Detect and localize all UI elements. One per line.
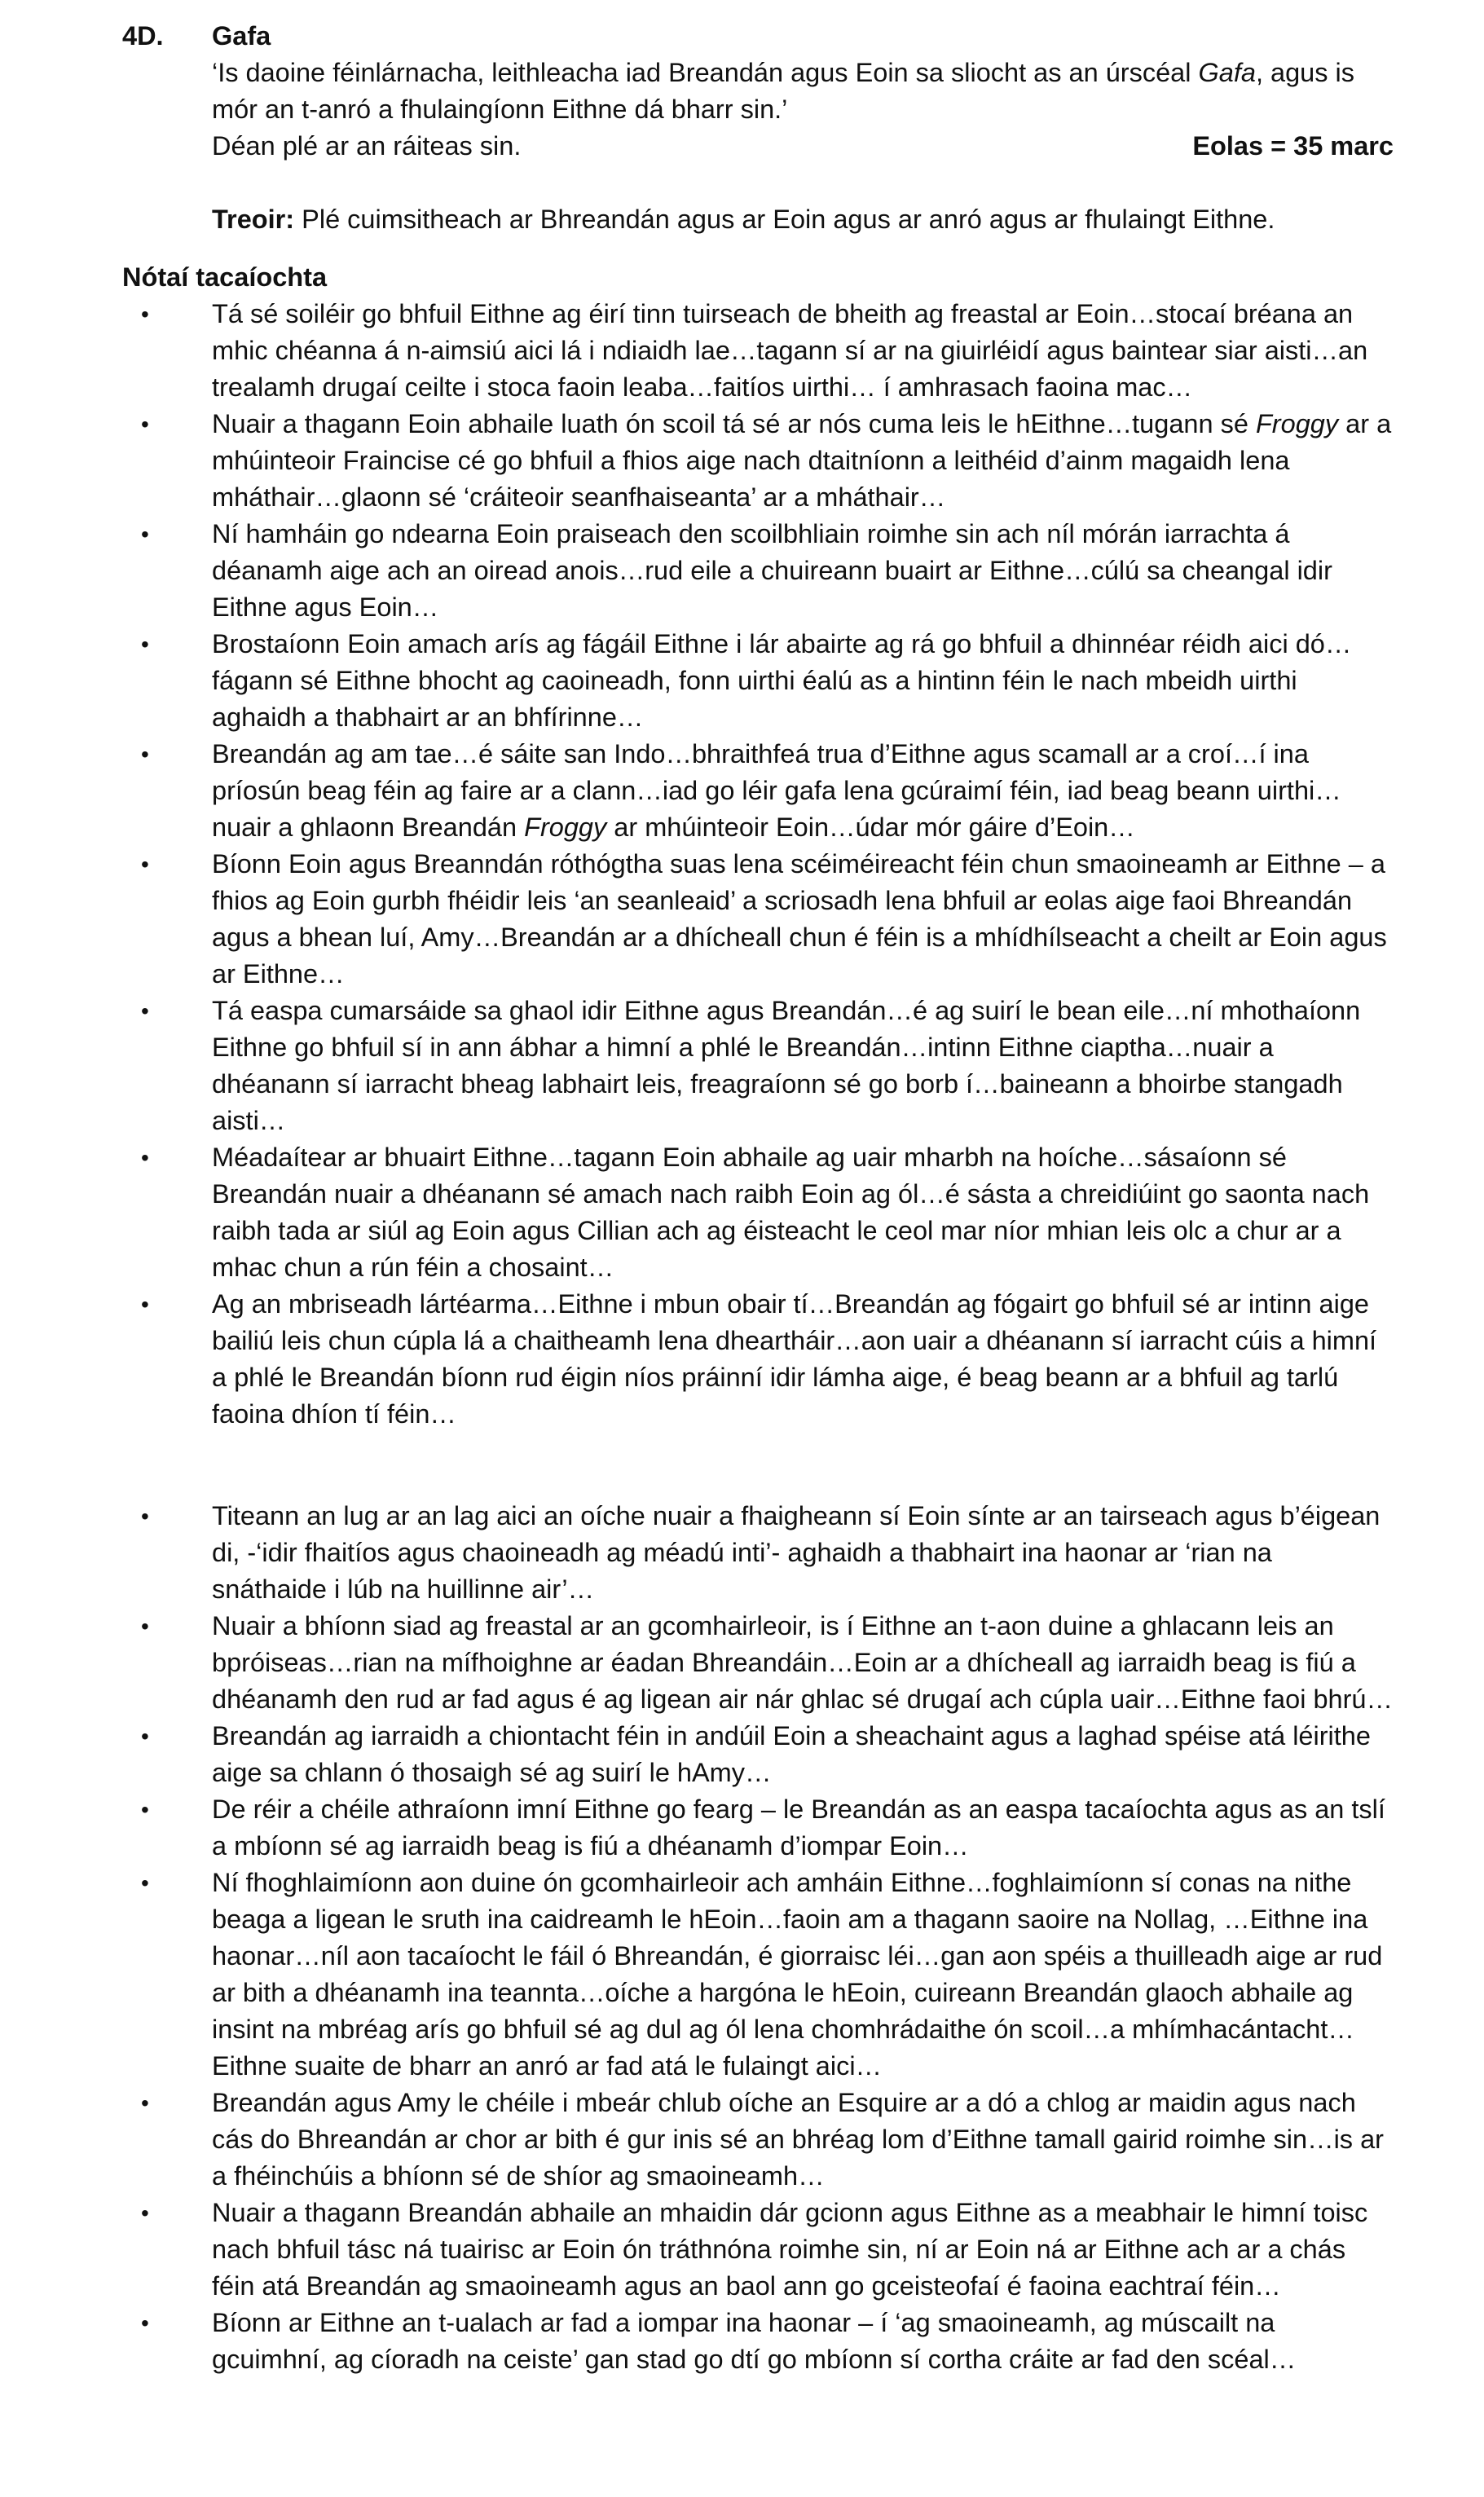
note-text: Ní fhoghlaimíonn aon duine ón gcomhairleoir ach amháin Eithne…foghlaimíonn sí conas na nithe beaga a ligean le sruth ina caidreamh le hEoin…faoin am a thagann saoire na Nollag, …Eithne ina haonar…níl aon tacaíocht le fáil ó Bhreandán, é giorraisc léi…gan aon spéis a thuilleadh aige ar rud ar bith a dhéanamh ina teannta…oíche a hargóna le hEoin, cuireann Breandán glaoch abhaile ag insint na mbréag arís go bhfuil sé ag dul ag ól lena chomhrádaithe ón scoil…a mhímhacántacht…Eithne suaite de bharr an anró ar fad atá le fulaingt aici… (212, 1868, 1383, 2081)
bullet-icon: • (141, 302, 149, 327)
note-text: Ag an mbriseadh lártéarma…Eithne i mbun obair tí…Breandán ag fógairt go bhfuil sé ar intinn aige bailiú leis chun cúpla lá a chaitheamh lena dheartháir…aon uair a dhéanann sí iarracht cúis a himní a phlé le Breandán bíonn rud éigin níos práinní idir lámha aige, é beag beann ar a bhfuil ag tarlú faoina dhíon tí féin… (212, 1289, 1377, 1429)
note-item (122, 516, 1394, 626)
quote-text-2: , agus is mór an t-anró a fhulaingíonn Eithne dá bharr sin.’ (212, 58, 1355, 124)
question-quote (212, 55, 1394, 128)
note-item (122, 1286, 1394, 1433)
note-text: Nuair a thagann Breandán abhaile an mhaidin dár gcionn agus Eithne as a meabhair le himní toisc nach bhfuil tásc ná tuairisc ar Eoin ón tráthnóna roimhe sin, ní ar Eoin ná ar Eithne ach ar a chás féin atá Breandán ag smaoineamh agus an baol ann go gceisteofaí é faoina eachtraí féin… (212, 2198, 1368, 2301)
bullet-icon: • (141, 742, 149, 767)
note-text: Nuair a thagann Eoin abhaile luath ón scoil tá sé ar nós cuma leis le hEithne…tugann sé Froggy ar a mhúinteoir Fraincise cé go bhfuil a fhios aige nach dtaitníonn a leithéid d’ainm magaidh lena mháthair…glaonn sé ‘cráiteoir seanfhaiseanta’ ar a mháthair… (212, 409, 1392, 512)
bullet-icon: • (141, 1870, 149, 1896)
note-text: Breandán ag iarraidh a chiontacht féin in andúil Eoin a sheachaint agus a laghad spéise atá léirithe aige sa chlann ó thosaigh sé ag suirí le hAmy… (212, 1721, 1371, 1787)
notes-list-part2 (122, 1498, 1394, 2378)
note-item (122, 626, 1394, 736)
note-text: Tá sé soiléir go bhfuil Eithne ag éirí tinn tuirseach de bheith ag freastal ar Eoin…stocaí bréana an mhic chéanna á n-aimsiú aici lá i ndiaidh lae…tagann sí ar na giuirléidí agus baintear siar aisti…an trealamh drugaí ceilte i stoca faoin leaba…faitíos uirthi… í amhrasach faoina mac… (212, 299, 1368, 402)
note-text: De réir a chéile athraíonn imní Eithne go fearg – le Breandán as an easpa tacaíochta agus as an tslí a mbíonn sé ag iarraidh beag is fiú a dhéanamh d’iompar Eoin… (212, 1795, 1385, 1861)
bullet-icon: • (141, 2090, 149, 2116)
bullet-icon: • (141, 1614, 149, 1639)
note-item (122, 1865, 1394, 2085)
note-text: Brostaíonn Eoin amach arís ag fágáil Eithne i lár abairte ag rá go bhfuil a dhinnéar réidh aici dó…fágann sé Eithne bhocht ag caoineadh, fonn uirthi éalú as a hintinn féin le nach mbeidh uirthi aghaidh a thabhairt ar an bhfírinne… (212, 629, 1352, 732)
notes-heading: Nótaí tacaíochta (122, 262, 328, 292)
note-text: Nuair a bhíonn siad ag freastal ar an gcomhairleoir, is í Eithne an t-aon duine a ghlacann leis an bpróiseas…rian na mífhoighne ar éadan Bhreandáin…Eoin ar a dhícheall ag iarraidh beag is fiú a dhéanamh den rud ar fad agus é ag ligean air nár ghlac sé drugaí ach cúpla uair…Eithne faoi bhrú… (212, 1611, 1393, 1714)
bullet-icon: • (141, 1292, 149, 1317)
note-item (122, 1791, 1394, 1865)
note-item (122, 1718, 1394, 1791)
question-body (212, 55, 1394, 238)
bullet-icon: • (141, 1504, 149, 1529)
guidance-text: Plé cuimsitheach ar Bhreandán agus ar Eoin agus ar anró agus ar fhulaingt Eithne. (294, 205, 1275, 234)
note-text: Breandán agus Amy le chéile i mbeár chlub oíche an Esquire ar a dó a chlog ar maidin agus nach cás do Bhreandán ar chor ar bith é gur inis sé an bhréag lom d’Eithne tamall gairid roimhe sin…is ar a fhéinchúis a bhíonn sé de shíor ag smaoineamh… (212, 2088, 1384, 2191)
note-item (122, 993, 1394, 1139)
note-item (122, 2195, 1394, 2305)
note-text: Bíonn ar Eithne an t-ualach ar fad a iompar ina haonar – í ‘ag smaoineamh, ag múscailt na gcuimhní, ag cíoradh na ceiste’ gan stad go dtí go mbíonn sí cortha cráite ar fad den scéal… (212, 2308, 1297, 2374)
note-text: Méadaítear ar bhuairt Eithne…tagann Eoin abhaile ag uair mharbh na hoíche…sásaíonn sé Breandán nuair a dhéanann sé amach nach raibh Eoin ag ól…é sásta a chreidiúint go saonta nach raibh tada ar siúl ag Eoin agus Cillian ach ag éisteacht le ceol mar níor mhian leis olc a chur ar a mhac chun a rún féin a chosaint… (212, 1143, 1370, 1282)
italic-name: Froggy (524, 813, 607, 842)
note-text: Ní hamháin go ndearna Eoin praiseach den scoilbhliain roimhe sin ach níl mórán iarrachta á déanamh aige ach an oiread anois…rud eile a chuireann buairt ar Eithne…cúlú sa cheangal idir Eithne agus Eoin… (212, 519, 1332, 622)
question-instruction: Déan plé ar an ráiteas sin. (212, 131, 522, 161)
bullet-icon: • (141, 2310, 149, 2336)
note-item (122, 1139, 1394, 1286)
note-item (122, 1498, 1394, 1608)
bullet-icon: • (141, 998, 149, 1024)
bullet-icon: • (141, 2200, 149, 2226)
quote-italic-title: Gafa (1198, 58, 1256, 87)
guidance-label: Treoir: (212, 205, 295, 234)
bullet-icon: • (141, 632, 149, 657)
bullet-icon: • (141, 1797, 149, 1822)
note-item (122, 406, 1394, 516)
note-item (122, 736, 1394, 846)
note-item (122, 2085, 1394, 2195)
instruction-line (212, 128, 1394, 165)
quote-text-1: ‘Is daoine féinlárnacha, leithleacha iad Breandán agus Eoin sa sliocht as an úrscéal (212, 58, 1199, 87)
guidance (212, 201, 1394, 238)
note-item (122, 846, 1394, 993)
question-number: 4D. (122, 21, 164, 51)
note-item (122, 2305, 1394, 2378)
italic-name: Froggy (1255, 409, 1339, 438)
bullet-icon: • (141, 522, 149, 547)
question-title: Gafa (212, 21, 271, 51)
note-item (122, 296, 1394, 406)
bullet-icon: • (141, 1145, 149, 1170)
note-text: Tá easpa cumarsáide sa ghaol idir Eithne agus Breandán…é ag suirí le bean eile…ní mhothaíonn Eithne go bhfuil sí in ann ábhar a himní a phlé le Breandán…intinn Eithne ciaptha…nuair a dhéanann sí iarracht bheag labhairt leis, freagraíonn sé go borb í…baineann a bhoirbe stangadh aisti… (212, 996, 1361, 1135)
marks-label: Eolas = 35 marc (1192, 131, 1394, 161)
note-text: Breandán ag am tae…é sáite san Indo…bhraithfeá trua d’Eithne agus scamall ar a croí…í ina príosún beag féin ag faire ar a clann…iad go léir gafa lena gcúraimí féin, iad beag beann uirthi…nuair a ghlaonn Breandán Froggy ar mhúinteoir Eoin…údar mór gáire d’Eoin… (212, 739, 1341, 842)
notes-list-part1 (122, 296, 1394, 1433)
bullet-icon: • (141, 1724, 149, 1749)
note-text: Bíonn Eoin agus Breanndán róthógtha suas lena scéiméireacht féin chun smaoineamh ar Eithne – a fhios ag Eoin gurbh fhéidir leis ‘an seanleaid’ a scriosadh lena bhfuil ar eolas aige faoi Bhreandán agus a bhean luí, Amy…Breandán ar a dhícheall chun é féin is a mhídhílseacht a cheilt ar Eoin agus ar Eithne… (212, 849, 1387, 989)
bullet-icon: • (141, 412, 149, 437)
note-item (122, 1608, 1394, 1718)
bullet-icon: • (141, 852, 149, 877)
note-text: Titeann an lug ar an lag aici an oíche nuair a fhaigheann sí Eoin sínte ar an tairseach agus b’éigean di, -‘idir fhaitíos agus chaoineadh ag méadú inti’- aghaidh a thabhairt ina haonar ar ‘rian na snáthaide i lúb na huillinne air’… (212, 1501, 1381, 1604)
